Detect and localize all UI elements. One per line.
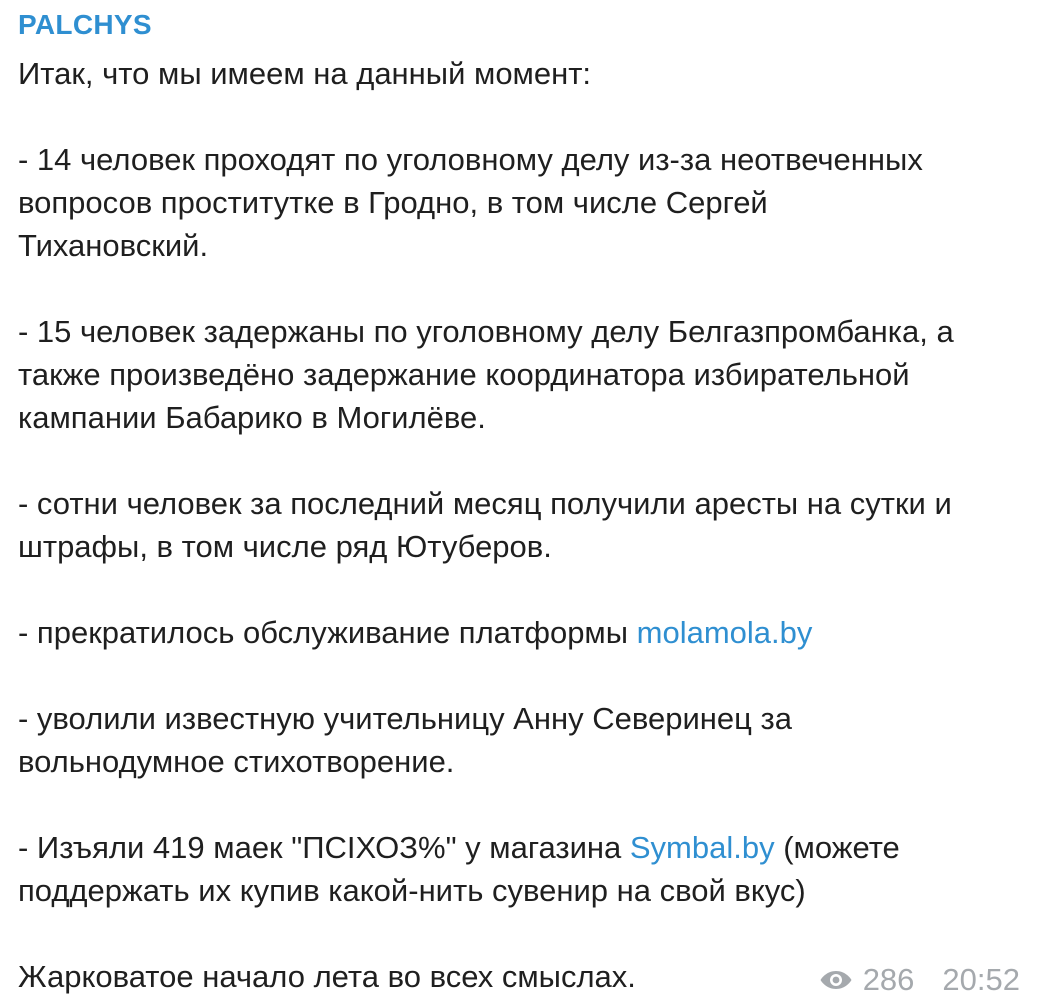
list-item-line: кампании Бабарико в Могилёве.	[18, 400, 486, 435]
channel-post	[18, 0, 1042, 1002]
list-item-text: - прекратилось обслуживание платформы	[18, 615, 637, 650]
list-item-line	[18, 826, 1042, 869]
list-item-line: - 14 человек проходят по уголовному делу из-за неотвеченных	[18, 142, 923, 177]
post-meta	[819, 960, 1020, 1000]
channel-name[interactable]: PALCHYS	[18, 9, 152, 40]
list-item-text: - Изъяли 419 маек "ПСІХОЗ%" у магазина	[18, 830, 630, 865]
list-item-line	[18, 611, 1042, 654]
post-intro: Итак, что мы имеем на данный момент:	[18, 56, 592, 91]
symbal-link[interactable]: Symbal.by	[629, 830, 775, 865]
eye-icon	[819, 969, 853, 991]
list-item-line: также произведёно задержание координатора избирательной	[18, 357, 910, 392]
post-closing: Жарковатое начало лета во всех смыслах.	[18, 959, 636, 994]
list-item-line: - сотни человек за последний месяц получили аресты на сутки и	[18, 486, 952, 521]
list-item-line: - уволили известную учительницу Анну Северинец за	[18, 701, 792, 736]
list-item-line: штрафы, в том числе ряд Ютуберов.	[18, 529, 552, 564]
view-count: 286	[862, 962, 915, 997]
list-item-text: (можете	[774, 830, 900, 865]
list-item-line: Тихановский.	[18, 228, 209, 263]
post-time: 20:52	[942, 962, 1020, 997]
post-text	[18, 52, 1042, 998]
list-item-line: вольнодумное стихотворение.	[18, 744, 455, 779]
list-item-line: вопросов проститутке в Гродно, в том числе Сергей	[18, 185, 768, 220]
list-item-line: - 15 человек задержаны по уголовному делу Белгазпромбанка, а	[18, 314, 954, 349]
molamola-link[interactable]: molamola.by	[636, 615, 813, 650]
list-item-line: поддержать их купив какой-нить сувенир на свой вкус)	[18, 873, 806, 908]
